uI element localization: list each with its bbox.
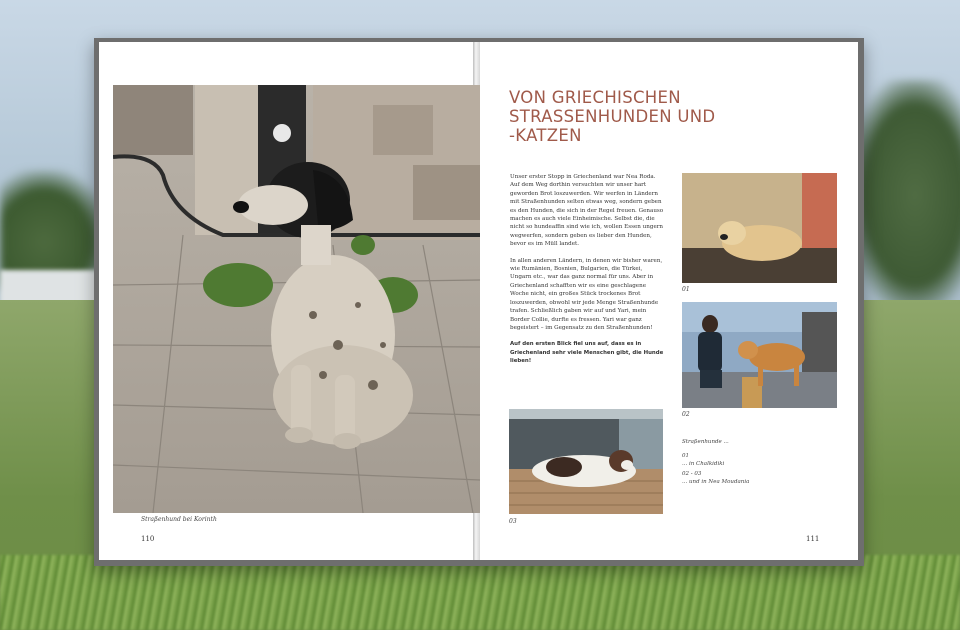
paragraph-2: In allen anderen Ländern, in denen wir bisher waren, wie Rumänien, Bosnien, Bulgarien, die Türkei, Ungarn etc., war das ganz normal für uns. Aber in Griechenland schafften wir es eine geschlagene Woche nicht, ein großes Stück trockenes Brot loszuwerden, obwohl wir jede Menge Straßenhunde trafen. Schließlich gaben wir auf und Yari, mein Border Collie, durfte es fressen. Yari war ganz begeistert – im Gegensatz zu den Straßenhunden! [510,257,663,331]
side-caption-heading: Straßenhunde ... [682,439,729,445]
open-book [94,38,864,566]
left-page [99,42,473,560]
street-dog-photo [113,85,480,513]
title-line-2: STRASSENHUNDEN UND [509,107,716,126]
paragraph-1: Unser erster Stopp in Griechenland war Nea Roda. Auf dem Weg dorthin versuchten wir unser hart geworden Brot loszuwerden. Wir werfen in Ländern mit Straßenhunden selten etwas weg, sondern geben es den Hunden, die sich in der Regel freuen. Genauso machen es auch viele Einheimische. Selbst die, die nicht so hundeaffin sind wie ich, wollen Essen ungern wegwerfen, sondern geben es lieber den Hunden, bevor es im Müll landet. [510,174,664,248]
right-page [480,42,858,560]
side-caption-num-1: 01 [682,453,689,459]
photo-02-woman-with-dog [682,302,837,408]
photo-01-dog-resting [682,173,837,283]
title-line-3: -KATZEN [509,126,582,145]
side-caption-num-2: 02 - 03 [682,471,702,477]
photo-03-dog-lying [509,409,663,514]
side-caption-text-2: ... und in Nea Moudania [682,479,750,485]
trees-right [850,80,960,310]
photo-label-01: 01 [682,286,690,293]
side-caption-text-1: ... in Chalkidiki [682,461,725,467]
page-number-left: 110 [141,535,155,543]
chapter-title [509,88,749,145]
photo-label-02: 02 [682,411,690,418]
page-number-right: 111 [806,535,820,543]
photo-label-03: 03 [509,518,517,525]
body-text [510,173,665,374]
grass-foreground [0,555,960,630]
title-line-1: VON GRIECHISCHEN [509,88,681,107]
bold-paragraph: Auf den ersten Blick fiel uns auf, dass es in Griechenland sehr viele Menschen gibt, die Hunde lieben! [510,341,664,365]
side-caption [682,438,832,486]
photo-caption: Straßenhund bei Korinth [141,516,217,523]
